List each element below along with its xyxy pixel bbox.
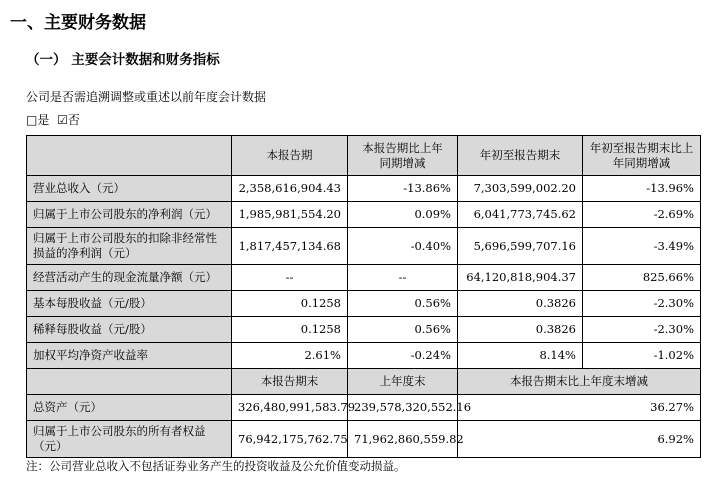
row-label: 加权平均净资产收益率 xyxy=(27,343,232,369)
cell-value: -2.30% xyxy=(583,291,701,317)
footnote: 注：公司营业总收入不包括证券业务产生的投资收益及公允价值变动损益。 xyxy=(26,459,406,473)
cell-value: 0.3826 xyxy=(458,291,583,317)
row-label: 营业总收入（元） xyxy=(27,176,232,202)
header-cell: 年初至报告期末比上年同期增减 xyxy=(583,136,701,176)
choice-yes-unchecked: □是 xyxy=(26,113,50,127)
cell-value: 6,041,773,745.62 xyxy=(458,202,583,228)
table-row xyxy=(27,317,701,343)
table1-header-row xyxy=(27,136,701,176)
cell-value: -0.40% xyxy=(348,228,458,265)
cell-value: -- xyxy=(348,265,458,291)
cell-value: 71,962,860,559.82 xyxy=(348,421,458,458)
cell-value: 1,817,457,134.68 xyxy=(232,228,348,265)
cell-value: 0.56% xyxy=(348,317,458,343)
cell-value: 64,120,818,904.37 xyxy=(458,265,583,291)
subsection-title: （一） 主要会计数据和财务指标 xyxy=(26,52,220,68)
cell-value: -0.24% xyxy=(348,343,458,369)
cell-value: 76,942,175,762.75 xyxy=(232,421,348,458)
cell-value: 326,480,991,583.79 xyxy=(232,395,348,421)
table-row xyxy=(27,343,701,369)
row-label: 经营活动产生的现金流量净额（元） xyxy=(27,265,232,291)
cell-value: 36.27% xyxy=(458,395,701,421)
cell-value: -2.69% xyxy=(583,202,701,228)
cell-value: -2.30% xyxy=(583,317,701,343)
header-cell: 上年度末 xyxy=(348,369,458,395)
table-row xyxy=(27,421,701,458)
table-row xyxy=(27,228,701,265)
cell-value: -13.86% xyxy=(348,176,458,202)
header-cell: 本报告期末比上年度末增减 xyxy=(458,369,701,395)
row-label: 总资产（元） xyxy=(27,395,232,421)
header-cell: 本报告期末 xyxy=(232,369,348,395)
cell-value: -- xyxy=(232,265,348,291)
cell-value: 0.56% xyxy=(348,291,458,317)
cell-value: -13.96% xyxy=(583,176,701,202)
cell-value: 0.1258 xyxy=(232,291,348,317)
header-cell: 本报告期 xyxy=(232,136,348,176)
cell-value: 1,985,981,554.20 xyxy=(232,202,348,228)
financial-table xyxy=(26,135,701,458)
cell-value: 825.66% xyxy=(583,265,701,291)
table-row xyxy=(27,291,701,317)
section-title: 一、主要财务数据 xyxy=(10,13,146,33)
row-label: 归属于上市公司股东的所有者权益（元） xyxy=(27,421,232,458)
header-cell xyxy=(27,136,232,176)
table-row xyxy=(27,176,701,202)
header-cell: 年初至报告期末 xyxy=(458,136,583,176)
table2-header-row xyxy=(27,369,701,395)
header-cell: 本报告期比上年同期增减 xyxy=(348,136,458,176)
cell-value: 0.09% xyxy=(348,202,458,228)
cell-value: 239,578,320,552.16 xyxy=(348,395,458,421)
row-label: 基本每股收益（元/股） xyxy=(27,291,232,317)
cell-value: 0.1258 xyxy=(232,317,348,343)
row-label: 稀释每股收益（元/股） xyxy=(27,317,232,343)
cell-value: 5,696,599,707.16 xyxy=(458,228,583,265)
cell-value: 6.92% xyxy=(458,421,701,458)
table-row xyxy=(27,395,701,421)
choice-no-checked: ☑否 xyxy=(57,113,80,127)
row-label: 归属于上市公司股东的净利润（元） xyxy=(27,202,232,228)
row-label: 归属于上市公司股东的扣除非经常性损益的净利润（元） xyxy=(27,228,232,265)
cell-value: 2.61% xyxy=(232,343,348,369)
table-row xyxy=(27,202,701,228)
table-row xyxy=(27,265,701,291)
restatement-question: 公司是否需追溯调整或重述以前年度会计数据 xyxy=(26,90,267,104)
cell-value: 7,303,599,002.20 xyxy=(458,176,583,202)
cell-value: 2,358,616,904.43 xyxy=(232,176,348,202)
cell-value: -1.02% xyxy=(583,343,701,369)
header-cell xyxy=(27,369,232,395)
restatement-choices xyxy=(26,111,80,128)
cell-value: -3.49% xyxy=(583,228,701,265)
cell-value: 0.3826 xyxy=(458,317,583,343)
cell-value: 8.14% xyxy=(458,343,583,369)
